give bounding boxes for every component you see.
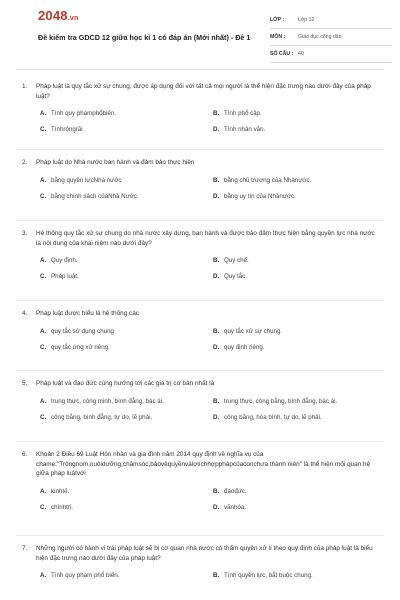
- option-text: trung thực, công bằng, bình đẳng, bác ái.: [224, 397, 338, 405]
- header-divider: [16, 69, 384, 70]
- meta-value: 40: [298, 51, 304, 57]
- question-text: Pháp luật là quy tắc xử sự chung, được áp dụng đối với tất cả mọi người là thể hiện đặc trưng nào dưới đây của pháp luật?: [36, 83, 371, 100]
- answer-option[interactable]: [40, 344, 203, 352]
- answer-option[interactable]: [40, 110, 203, 118]
- answer-option[interactable]: [40, 328, 203, 336]
- option-text: vănhóa.: [224, 503, 247, 511]
- question-number: 5.: [22, 380, 28, 387]
- answer-option[interactable]: [213, 328, 376, 336]
- option-letter: B.: [213, 327, 220, 335]
- meta-row-question-count: [270, 46, 392, 63]
- option-letter: C.: [40, 126, 47, 133]
- answer-option[interactable]: [40, 193, 203, 201]
- answer-option[interactable]: [213, 177, 376, 185]
- option-text: Tính quyền lực, bắt buộc chung.: [224, 572, 313, 579]
- option-text: chínhtrị.: [51, 503, 74, 511]
- option-text: trung thực, công minh, bình đẳng, bác ái.: [51, 397, 164, 405]
- option-letter: D.: [213, 343, 220, 351]
- answer-option[interactable]: [213, 126, 376, 134]
- question-text: Hệ thống quy tắc xử sự chung do nhà nước xây dựng, ban hành và được bảo đảm thực hiện bằng quyền lực nhà nước là nội dung của khái niệm nào dưới đây?: [36, 230, 375, 247]
- option-text: bằng chủ trương của Nhànước.: [224, 176, 312, 184]
- option-text: Tính quy phạmphổbiến.: [51, 110, 117, 117]
- answer-option[interactable]: [213, 257, 376, 265]
- option-letter: D.: [213, 273, 220, 280]
- question-item: [16, 221, 384, 301]
- question-item: [16, 150, 384, 221]
- answer-option[interactable]: [40, 488, 203, 496]
- question-item: [16, 371, 384, 442]
- answer-option[interactable]: [40, 572, 203, 580]
- meta-label: MÔN :: [270, 34, 286, 40]
- question-list: [16, 74, 384, 596]
- option-letter: C.: [40, 343, 47, 351]
- answer-option[interactable]: [213, 488, 376, 496]
- answer-option[interactable]: [40, 398, 203, 406]
- meta-label: LỚP :: [270, 17, 285, 23]
- question-text: Khoản 2 Điều 69 Luật Hôn nhân và gia đình năm 2014 quy định về nghĩa vụ của chamẹ:"Trôngnom,nuôidưỡng,chămsóc,bảovệquyềnvàlợiíchhợpphápcủaconchưa thành niên" là thể hiện mối quan hệ giữa pháp luậtvới: [36, 451, 371, 477]
- option-letter: A.: [40, 176, 47, 184]
- option-letter: D.: [213, 126, 220, 133]
- option-text: Quy định.: [51, 257, 78, 264]
- option-letter: B.: [213, 176, 220, 184]
- logo-suffix: .vn: [67, 15, 79, 22]
- option-letter: D.: [213, 192, 220, 200]
- answer-option[interactable]: [40, 414, 203, 422]
- question-text: Pháp luật được hiểu là hệ thống các: [36, 310, 139, 317]
- document-meta: [270, 12, 392, 63]
- option-letter: A.: [40, 572, 47, 579]
- option-text: công bằng, hòa bình, tự do, lẽ phải.: [224, 413, 322, 421]
- answer-option[interactable]: [40, 504, 203, 512]
- question-number: 6.: [22, 451, 28, 458]
- meta-label: SỐ CÂU :: [270, 51, 294, 57]
- option-letter: C.: [40, 192, 47, 200]
- option-letter: A.: [40, 327, 47, 335]
- option-letter: D.: [213, 503, 220, 511]
- answer-option[interactable]: [213, 398, 376, 406]
- answer-option[interactable]: [40, 177, 203, 185]
- answer-option[interactable]: [213, 504, 376, 512]
- option-text: bằng quyền lựcNhà nước: [51, 176, 122, 184]
- question-number: 2.: [22, 159, 28, 166]
- answer-option[interactable]: [213, 344, 376, 352]
- meta-value: Giáo dục công dân: [298, 34, 342, 40]
- meta-row-class: [270, 12, 392, 29]
- answer-option[interactable]: [40, 273, 203, 281]
- option-letter: A.: [40, 397, 47, 405]
- option-text: Quy chế.: [224, 257, 249, 264]
- option-text: Tính quy phạm phổ biến.: [51, 572, 120, 579]
- answer-option[interactable]: [213, 273, 376, 281]
- answer-option[interactable]: [213, 110, 376, 118]
- option-text: bằng chính sách củaNhà Nước: [51, 192, 137, 200]
- option-letter: A.: [40, 110, 47, 117]
- question-number: 1.: [22, 83, 28, 90]
- meta-value: Lớp 12: [298, 17, 315, 23]
- question-text: Pháp luật và đạo đức cùng hướng tới các giá trị cơ bản nhất là: [36, 380, 215, 387]
- document-title: Đề kiểm tra GDCD 12 giữa học kì 1 có đáp án (Mới nhất) - Đề 1: [38, 33, 251, 42]
- option-text: công bằng, bình đẳng, tự do, lẽ phải.: [51, 413, 153, 421]
- option-letter: B.: [213, 572, 220, 579]
- answer-option[interactable]: [213, 193, 376, 201]
- option-letter: C.: [40, 273, 47, 280]
- option-letter: B.: [213, 110, 220, 117]
- question-number: 3.: [22, 230, 28, 237]
- option-text: Tínhrộngrãi: [51, 126, 83, 133]
- answer-option[interactable]: [213, 572, 376, 580]
- document-header: [16, 0, 384, 62]
- option-letter: A.: [40, 487, 47, 495]
- question-number: 7.: [22, 545, 28, 552]
- option-letter: D.: [213, 413, 220, 421]
- option-letter: A.: [40, 257, 47, 264]
- option-text: Tính nhân văn.: [224, 126, 266, 133]
- question-text: Những người có hành vi trái pháp luật sẽ bị cơ quan nhà nước có thẩm quyền xử lí theo quy định của pháp luật là biểu hiện đặc trưng nào dưới đây của pháp luật?: [36, 545, 373, 562]
- option-text: quy tắc sử dụng chung: [51, 327, 114, 335]
- question-item: [16, 536, 384, 596]
- question-number: 4.: [22, 310, 28, 317]
- option-text: bằng uy tín của Nhànước.: [224, 192, 296, 200]
- option-letter: C.: [40, 413, 47, 421]
- answer-option[interactable]: [213, 414, 376, 422]
- option-text: quy tắc xử sự chung.: [224, 327, 283, 335]
- option-text: Tính phổ cập.: [224, 110, 262, 117]
- option-letter: B.: [213, 397, 220, 405]
- question-item: [16, 442, 384, 536]
- question-text: Pháp luật do Nhà nước ban hành và đảm bảo thực hiện: [36, 159, 195, 166]
- question-item: [16, 301, 384, 371]
- option-letter: B.: [213, 487, 220, 495]
- option-text: Quy tắc.: [224, 273, 248, 280]
- answer-option[interactable]: [40, 126, 203, 134]
- option-text: quy tắc ứng xử riêng.: [51, 343, 110, 351]
- meta-row-subject: [270, 29, 392, 46]
- option-text: quy định riêng.: [224, 343, 265, 351]
- option-letter: C.: [40, 503, 47, 511]
- option-letter: B.: [213, 257, 220, 264]
- question-item: [16, 74, 384, 150]
- option-text: Pháp luật.: [51, 273, 79, 280]
- option-text: đạođức.: [224, 487, 247, 495]
- answer-option[interactable]: [40, 257, 203, 265]
- logo-main: 2048: [38, 8, 68, 23]
- option-text: kinhtế.: [51, 487, 70, 495]
- site-logo[interactable]: [38, 8, 78, 23]
